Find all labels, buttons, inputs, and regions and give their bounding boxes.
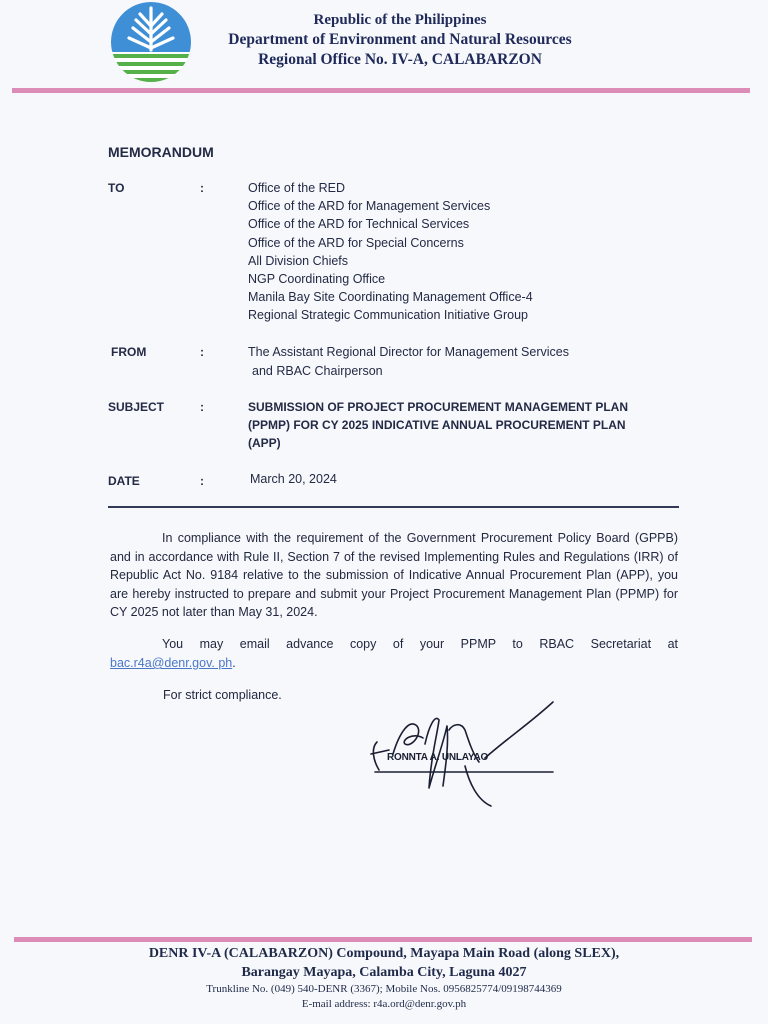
body-paragraph-1: In compliance with the requirement of the Government Procurement Policy Board (GPPB) and in accordance with Rule II, Section 7 of the revised Implementing Rules and Regulations (IRR) of Republic Act No. 9184 relative to the submission of Indicative Annual Procurement Plan (APP), you are hereby instructed to prepare and submit your Project Procurement Management Plan (PPMP) for CY 2025 not later than May 31, 2024.	[110, 531, 678, 619]
denr-logo	[103, 2, 199, 84]
date-colon: :	[200, 474, 204, 488]
memo-header-rule	[108, 506, 679, 508]
subject-label: SUBJECT	[108, 400, 165, 414]
subject-colon: :	[200, 400, 204, 414]
recipient-item: Regional Strategic Communication Initiative Group	[248, 308, 528, 323]
to-colon: :	[200, 181, 204, 195]
subject-value	[248, 398, 678, 452]
from-label: FROM	[111, 345, 147, 359]
signature	[365, 696, 560, 808]
date-value: March 20, 2024	[250, 472, 337, 486]
letterhead-department: Department of Environment and Natural Resources	[228, 31, 572, 48]
signatory-name: RONNTA A. UNLAYAO	[387, 752, 489, 763]
email-period: .	[232, 656, 236, 670]
recipient-item: Office of the ARD for Special Concerns	[248, 235, 464, 250]
rbac-email-link[interactable]: bac.r4a@denr.gov. ph	[110, 656, 233, 670]
from-line-1: The Assistant Regional Director for Management Services	[248, 345, 569, 359]
footer-email: E-mail address: r4a.ord@denr.gov.ph	[301, 998, 467, 1010]
subject-line-2: (PPMP) FOR CY 2025 INDICATIVE ANNUAL PROCUREMENT PLAN	[248, 418, 626, 432]
recipient-item: Office of the RED	[248, 181, 346, 195]
footer-address-line-1: DENR IV-A (CALABARZON) Compound, Mayapa Main Road (along SLEX),	[148, 946, 620, 961]
letterhead-republic: Republic of the Philippines	[313, 12, 487, 28]
recipient-list	[248, 179, 533, 325]
recipient-item: NGP Coordinating Office	[248, 272, 386, 287]
header-divider	[12, 88, 750, 93]
date-label: DATE	[108, 474, 140, 488]
footer-address-line-2: Barangay Mayapa, Calamba City, Laguna 4027	[241, 965, 527, 980]
memo-title: MEMORANDUM	[108, 144, 214, 160]
body-paragraph-2: You may email advance copy of your PPMP to RBAC Secretariat at	[162, 637, 678, 651]
body-paragraph-2-email-line	[110, 654, 236, 673]
recipient-item: Office of the ARD for Technical Services	[248, 217, 470, 232]
to-label: TO	[108, 181, 125, 195]
closing-line: For strict compliance.	[163, 688, 282, 702]
letterhead	[200, 10, 600, 70]
subject-line-3: (APP)	[248, 436, 281, 450]
footer-divider	[14, 937, 752, 942]
from-colon: :	[200, 345, 204, 359]
subject-line-1: SUBMISSION OF PROJECT PROCUREMENT MANAGEMENT PLAN	[248, 400, 629, 414]
footer-phone-numbers: Trunkline No. (049) 540-DENR (3367); Mobile Nos. 0956825774/09198744369	[206, 983, 562, 995]
letterhead-regional-office: Regional Office No. IV-A, CALABARZON	[258, 51, 542, 68]
from-value	[248, 343, 569, 380]
recipient-item: Office of the ARD for Management Services	[248, 199, 491, 214]
from-line-2: and RBAC Chairperson	[252, 363, 383, 378]
recipient-item: All Division Chiefs	[248, 253, 349, 268]
recipient-item: Manila Bay Site Coordinating Management Office-4	[248, 290, 533, 305]
